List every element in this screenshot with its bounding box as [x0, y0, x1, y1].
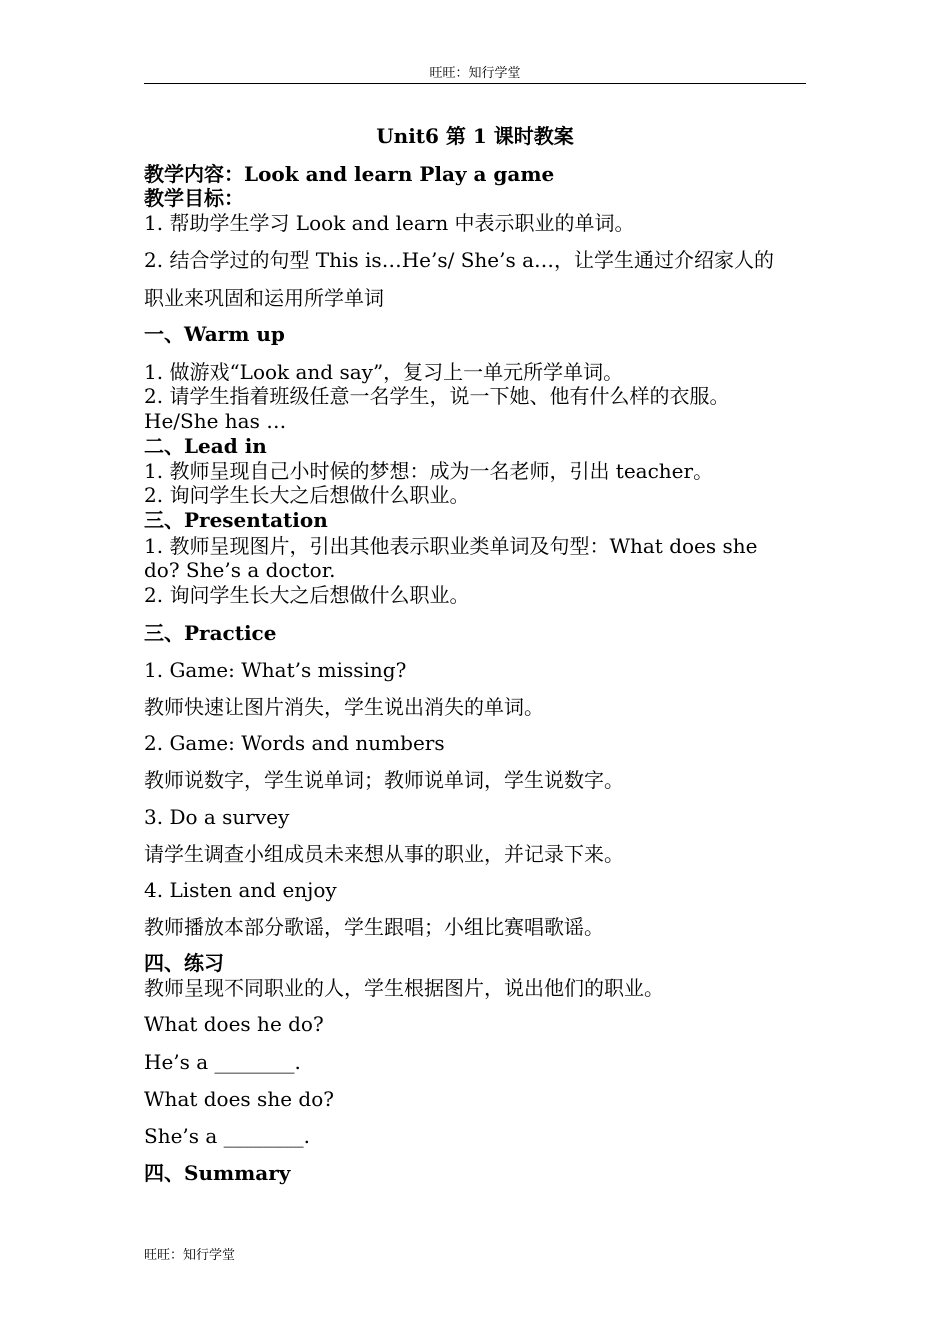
practice-item: 3. Do a survey [144, 805, 290, 829]
exercise-item: 教师呈现不同职业的人，学生根据图片，说出他们的职业。 [144, 976, 664, 1000]
presentation-heading: 三、Presentation [144, 508, 328, 532]
summary-heading: 四、Summary [144, 1161, 291, 1185]
teaching-content [144, 162, 814, 187]
warmup-item: 1. 做游戏“Look and say”，复习上一单元所学单词。 [144, 360, 624, 384]
teaching-content-label: 教学内容： [144, 162, 244, 186]
exercise-heading: 四、练习 [144, 951, 224, 975]
header-divider [144, 83, 806, 84]
page-footer: 旺旺：知行学堂 [144, 1248, 236, 1263]
leadin-item: 1. 教师呈现自己小时候的梦想：成为一名老师，引出 teacher。 [144, 459, 714, 483]
presentation-item: 1. 教师呈现图片，引出其他表示职业类单词及句型：What does she [144, 534, 758, 558]
practice-item: 教师说数字，学生说单词；教师说单词，学生说数字。 [144, 768, 624, 792]
presentation-item: 2. 询问学生长大之后想做什么职业。 [144, 583, 470, 607]
exercise-item: What does she do? [144, 1087, 334, 1111]
practice-item: 4. Listen and enjoy [144, 878, 337, 902]
exercise-item: She’s a ________. [144, 1124, 311, 1148]
teaching-content-value: Look and learn Play a game [244, 162, 555, 186]
practice-item: 2. Game: Words and numbers [144, 731, 445, 755]
practice-item: 请学生调查小组成员未来想从事的职业，并记录下来。 [144, 842, 624, 866]
practice-item: 教师快速让图片消失，学生说出消失的单词。 [144, 695, 544, 719]
warmup-item: 2. 请学生指着班级任意一名学生，说一下她、他有什么样的衣服。 [144, 384, 730, 408]
practice-item: 1. Game: What’s missing? [144, 658, 407, 682]
page-header: 旺旺：知行学堂 [429, 66, 521, 81]
objectives-heading: 教学目标： [144, 186, 244, 210]
page-title: Unit6 第 1 课时教案 [376, 124, 574, 148]
practice-item: 教师播放本部分歌谣，学生跟唱；小组比赛唱歌谣。 [144, 915, 604, 939]
presentation-item: do? She’s a doctor. [144, 558, 336, 582]
exercise-item: What does he do? [144, 1012, 324, 1036]
warmup-heading: 一、Warm up [144, 322, 285, 346]
leadin-heading: 二、Lead in [144, 434, 267, 458]
leadin-item: 2. 询问学生长大之后想做什么职业。 [144, 483, 470, 507]
exercise-item: He’s a ________. [144, 1050, 301, 1074]
objective-item: 1. 帮助学生学习 Look and learn 中表示职业的单词。 [144, 211, 635, 235]
objective-item: 职业来巩固和运用所学单词 [144, 286, 384, 310]
warmup-item: He/She has … [144, 409, 287, 433]
objective-item: 2. 结合学过的句型 This is…He’s/ She’s a…，让学生通过介绍家人的 [144, 248, 775, 272]
practice-heading: 三、Practice [144, 621, 277, 645]
